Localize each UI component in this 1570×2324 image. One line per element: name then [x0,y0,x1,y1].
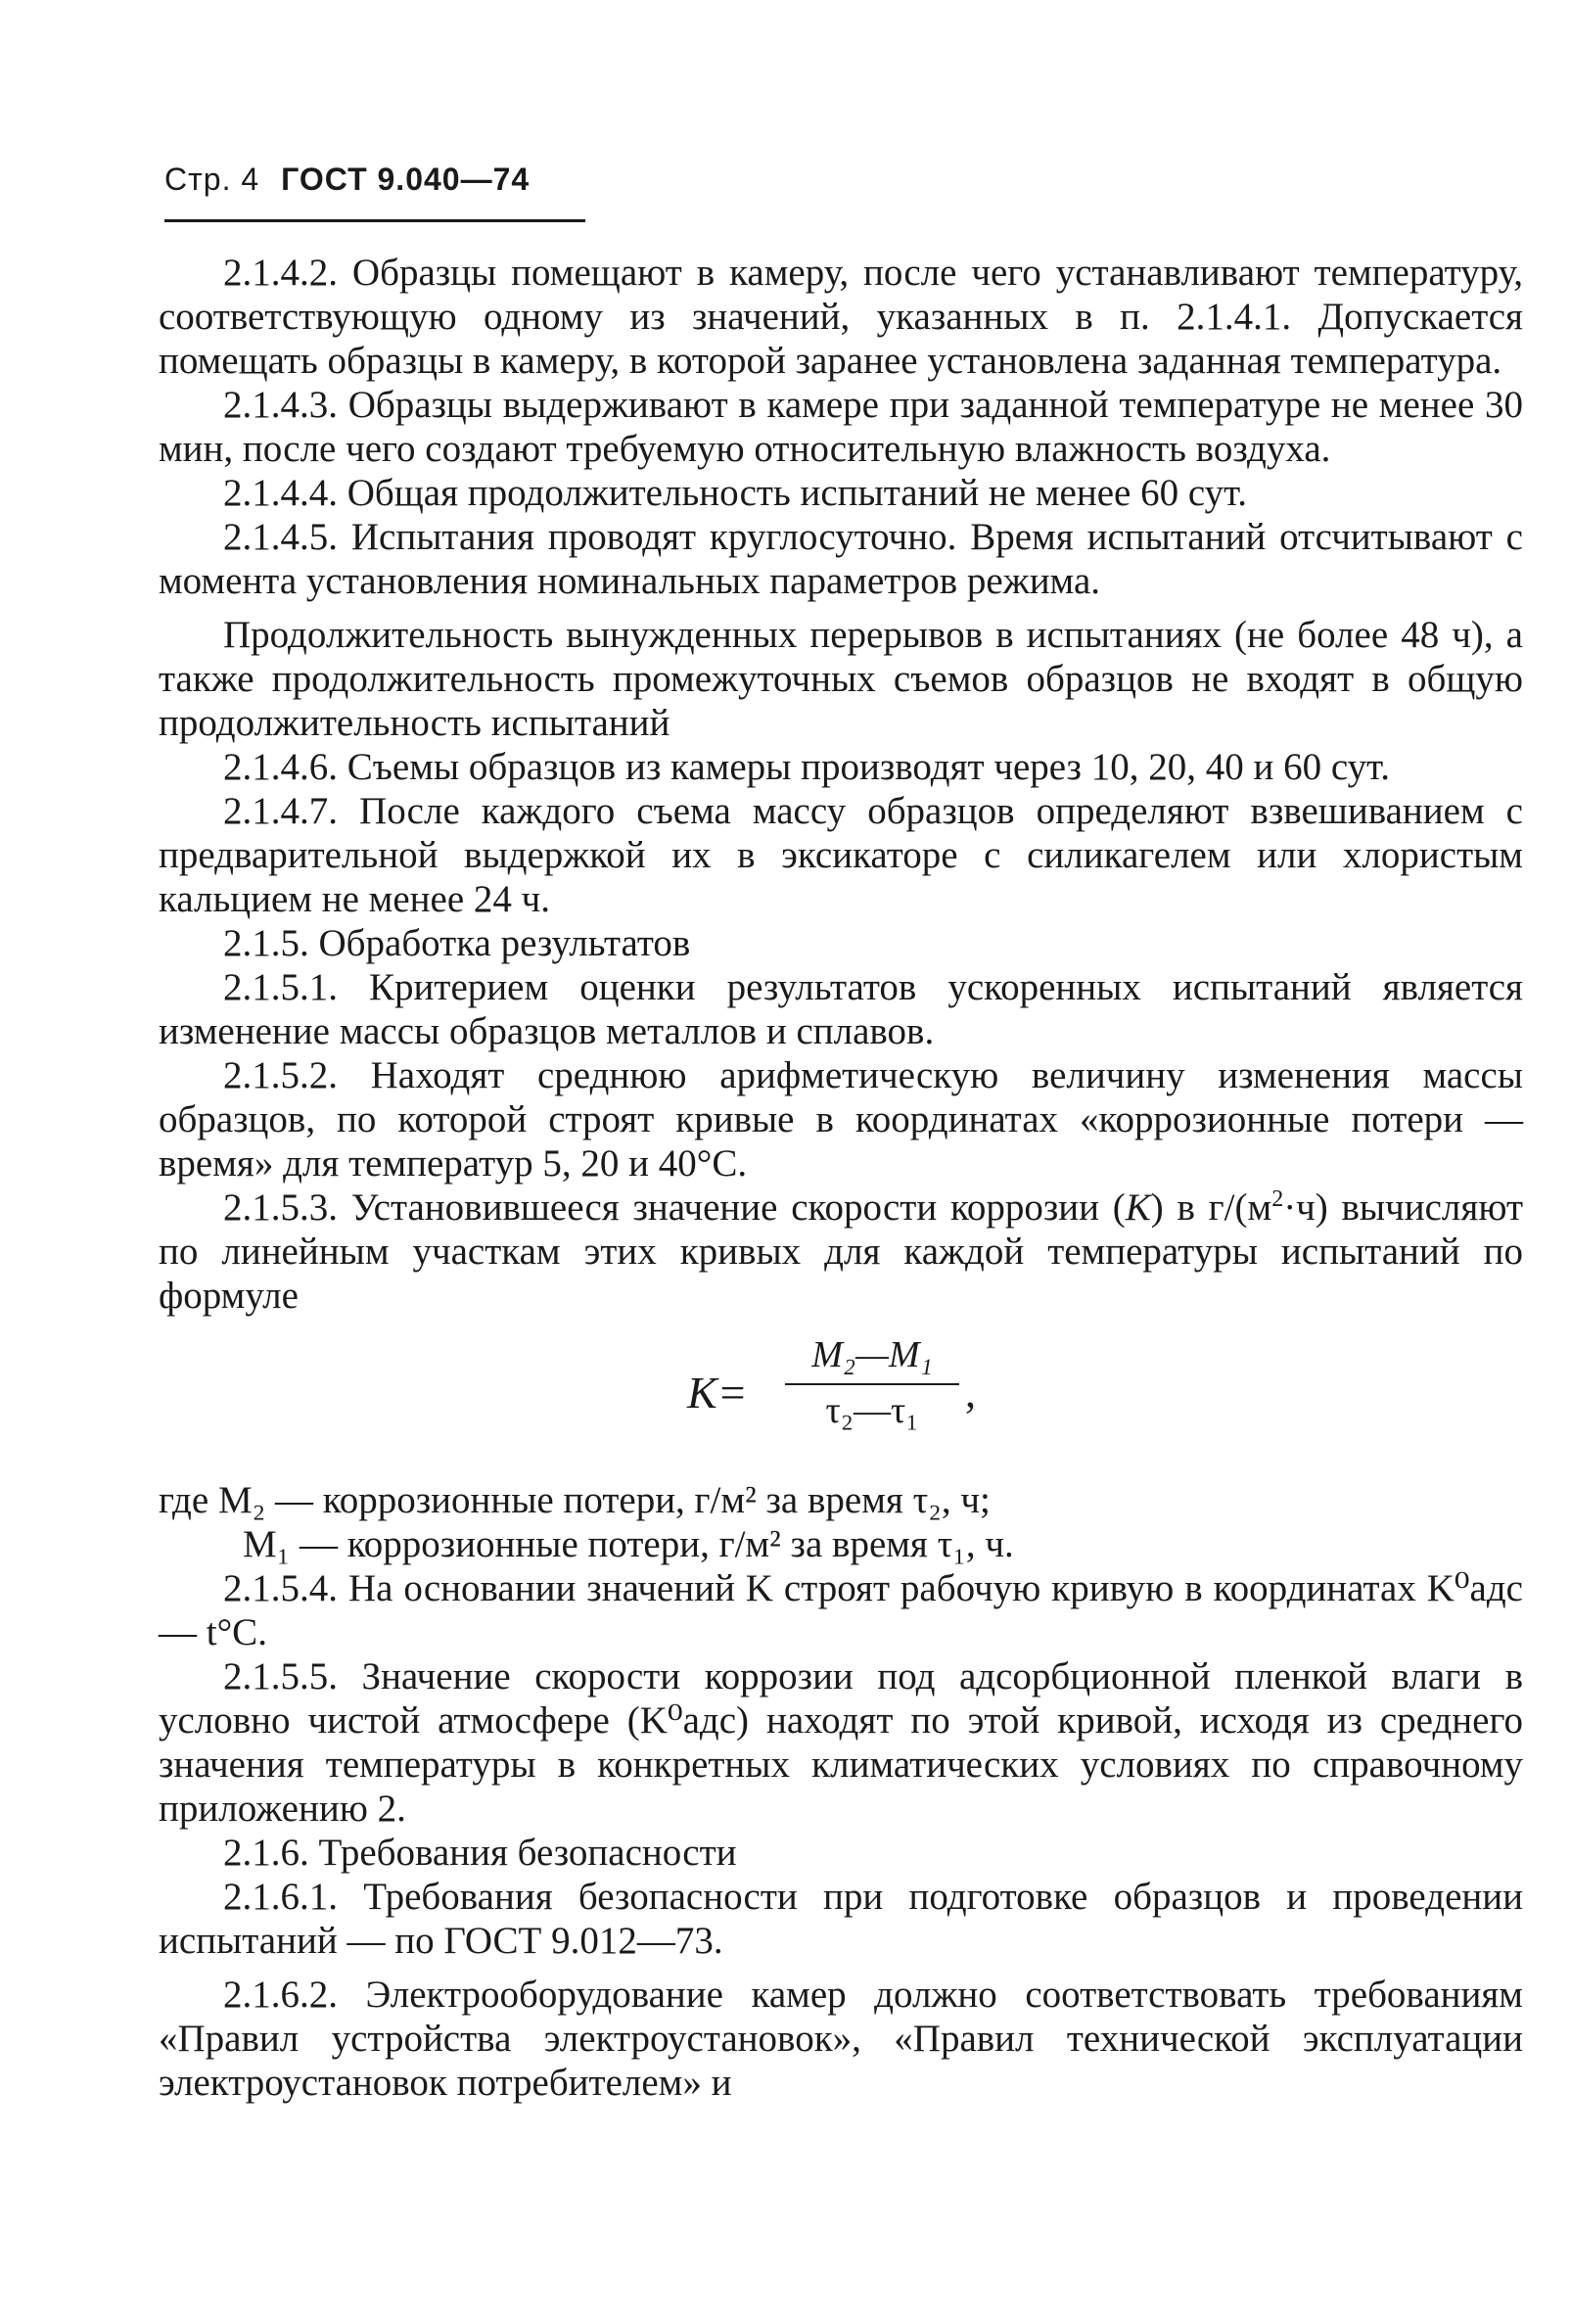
paragraph: 2.1.4.3. Образцы выдерживают в камере при заданной температуре не менее 30 мин, после чего создают требуемую относительную влажность воздуха. [159,384,1523,470]
variable-k: K [1125,1186,1151,1229]
paragraph: 2.1.5.4. На основании значений K строят рабочую кривую в координатах K⁰адс — t°С. [159,1567,1523,1653]
paragraph: 2.1.4.4. Общая продолжительность испытаний не менее 60 сут. [223,472,1247,514]
page-number: Стр. 4 [164,162,260,197]
legend-row: где M₂ — коррозионные потери, г/м² за время τ₂, ч; [159,1479,991,1521]
formula-numerator: M₂—M₁ [785,1333,959,1385]
paragraph: 2.1.5.1. Критерием оценки результатов ускоренных испытаний является изменение массы образцов металлов и сплавов. [159,966,1523,1052]
formula-denominator: τ₂—τ₁ [825,1390,919,1431]
paragraph: 2.1.5.5. Значение скорости коррозии под адсорбционной пленкой влаги в условно чистой атмосфере (K⁰адс) находят по этой кривой, исходя из среднего значения температуры в конкретных климатических условиях по справочному приложению 2. [159,1655,1523,1830]
paragraph [159,1185,1523,1318]
standard-id: ГОСТ 9.040—74 [281,162,531,197]
paragraph: 2.1.4.6. Съемы образцов из камеры производят через 10, 20, 40 и 60 сут. [223,746,1390,788]
paragraph: 2.1.4.5. Испытания проводят круглосуточно. Время испытаний отсчитывают с момента установления номинальных параметров режима. [159,516,1523,602]
formula-comma: , [965,1369,976,1417]
paragraph: 2.1.6.1. Требования безопасности при подготовке образцов и проведении испытаний — по ГОСТ 9.012—73. [159,1876,1523,1962]
section-heading: 2.1.6. Требования безопасности [223,1832,737,1874]
page-header [164,162,585,222]
paragraph: 2.1.6.2. Электрооборудование камер должно соответствовать требованиям «Правил устройства электроустановок», «Правил технической эксплуатации электроустановок потребителем» и [159,1974,1523,2104]
superscript: 2 [1271,1186,1284,1212]
paragraph-part: ) в г/(м [1150,1186,1272,1229]
body-text [159,251,1523,2105]
formula-legend [159,1478,1523,1566]
paragraph-part: ·ч) вычисляют по линейным участкам этих кривых для каждой температуры испытаний по формуле [159,1186,1523,1317]
formula-lhs: K= [687,1368,748,1418]
paragraph-part: 2.1.5.3. Установившееся значение скорости коррозии ( [223,1186,1126,1229]
paragraph: Продолжительность вынужденных перерывов в испытаниях (не более 48 ч), а также продолжительность промежуточных съемов образцов не входят в общую продолжительность испытаний [159,614,1523,744]
formula-fraction [785,1333,959,1433]
paragraph: 2.1.4.2. Образцы помещают в камеру, после чего устанавливают температуру, соответствующую одному из значений, указанных в п. 2.1.4.1. Допускается помещать образцы в камеру, в которой заранее установлена заданная температура. [159,252,1523,382]
legend-row: M₁ — коррозионные потери, г/м² за время τ₁, ч. [243,1523,1014,1565]
paragraph: 2.1.5.2. Находят среднюю арифметическую величину изменения массы образцов, по которой строят кривые в координатах «коррозионные потери — время» для температур 5, 20 и 40°С. [159,1054,1523,1185]
formula [159,1333,1523,1472]
paragraph: 2.1.4.7. После каждого съема массу образцов определяют взвешиванием с предварительной выдержкой их в эксикаторе с силикагелем или хлористым кальцием не менее 24 ч. [159,790,1523,920]
section-heading: 2.1.5. Обработка результатов [223,922,691,964]
